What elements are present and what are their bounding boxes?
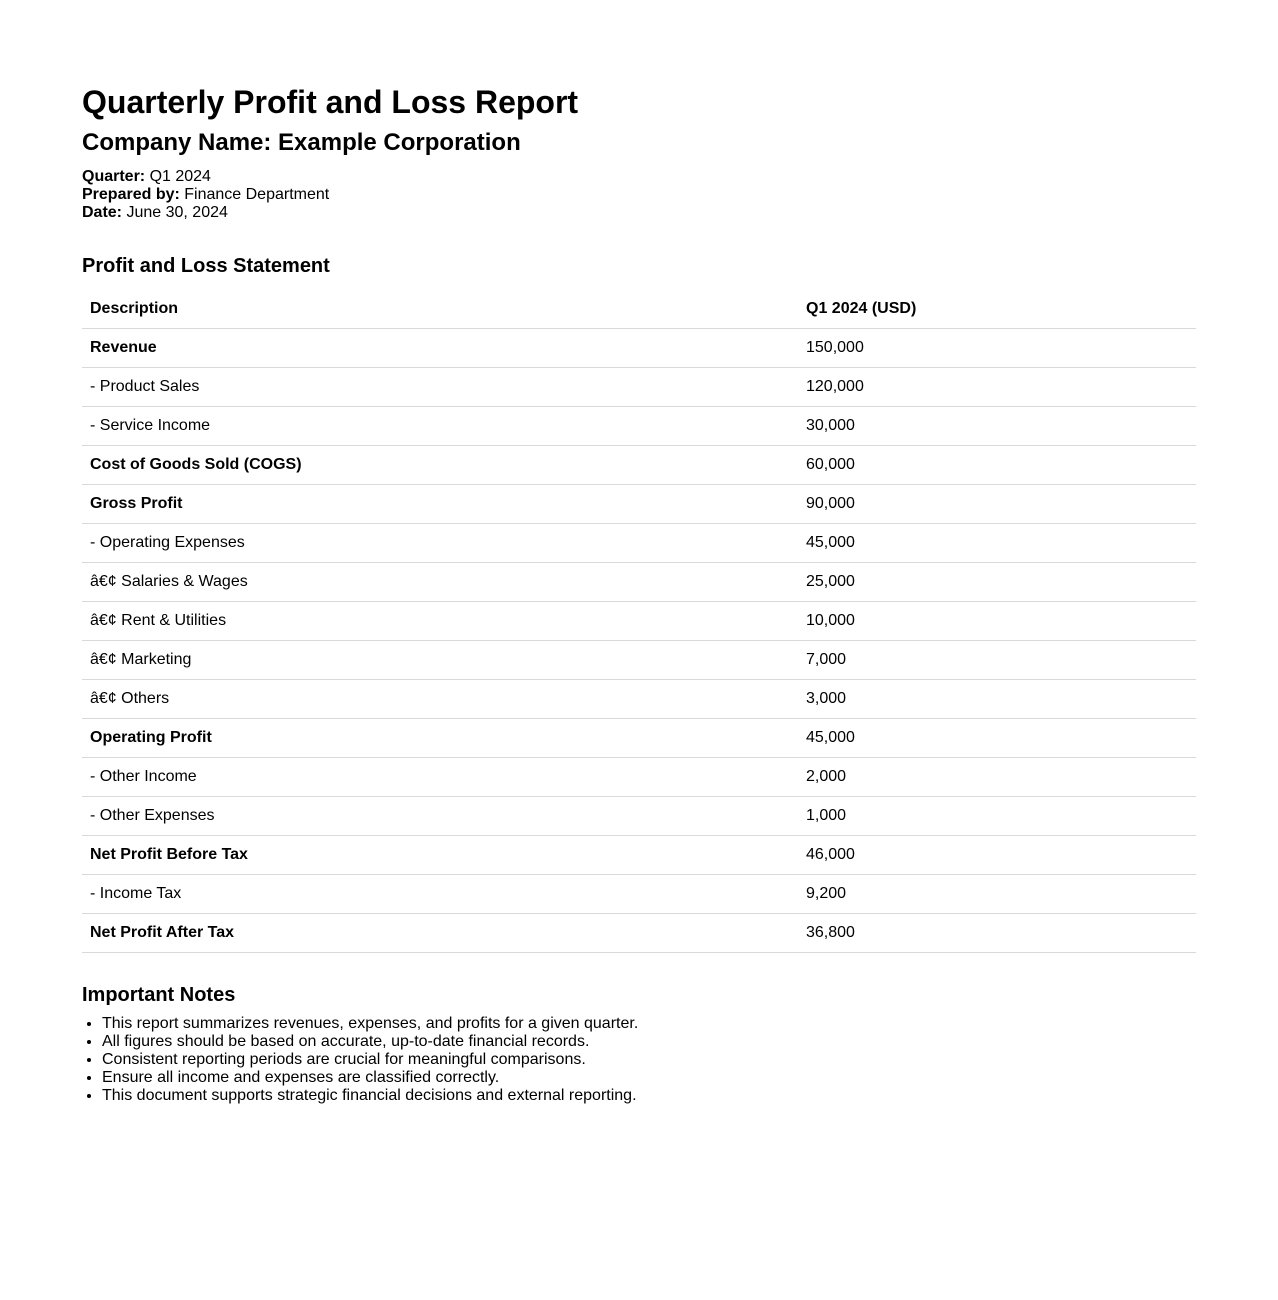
row-amount: 60,000 — [798, 446, 1196, 485]
note-item: • This document supports strategic financial decisions and external reporting. — [102, 1087, 1196, 1105]
row-description: Net Profit Before Tax — [82, 836, 798, 875]
row-amount: 3,000 — [798, 680, 1196, 719]
profit-loss-table — [82, 290, 1196, 953]
header-description: Description — [82, 290, 798, 329]
table-row — [82, 836, 1196, 875]
row-description: Cost of Goods Sold (COGS) — [82, 446, 798, 485]
row-amount: 9,200 — [798, 875, 1196, 914]
row-amount: 25,000 — [798, 563, 1196, 602]
notes-title: Important Notes — [82, 984, 236, 1006]
row-amount: 7,000 — [798, 641, 1196, 680]
meta-value: Q1 2024 — [145, 168, 211, 185]
row-amount: 30,000 — [798, 407, 1196, 446]
row-amount: 10,000 — [798, 602, 1196, 641]
table-header-row — [82, 290, 1196, 329]
table-row — [82, 407, 1196, 446]
company-name: Company Name: Example Corporation — [82, 129, 521, 156]
row-amount: 46,000 — [798, 836, 1196, 875]
row-description: â€¢ Salaries & Wages — [82, 563, 798, 602]
row-description: â€¢ Rent & Utilities — [82, 602, 798, 641]
report-title: Quarterly Profit and Loss Report — [82, 84, 579, 120]
table-body — [82, 329, 1196, 953]
table-row — [82, 680, 1196, 719]
row-description: â€¢ Others — [82, 680, 798, 719]
row-description: - Income Tax — [82, 875, 798, 914]
row-description: - Service Income — [82, 407, 798, 446]
table-row — [82, 758, 1196, 797]
meta-value: June 30, 2024 — [122, 204, 228, 221]
header-amount: Q1 2024 (USD) — [798, 290, 1196, 329]
meta-prepared-by — [82, 186, 1196, 204]
row-description: Revenue — [82, 329, 798, 368]
row-amount: 90,000 — [798, 485, 1196, 524]
row-description: Operating Profit — [82, 719, 798, 758]
row-amount: 2,000 — [798, 758, 1196, 797]
meta-value: Finance Department — [179, 186, 330, 203]
note-item: • All figures should be based on accurate, up-to-date financial records. — [102, 1033, 1196, 1051]
table-row — [82, 719, 1196, 758]
row-amount: 150,000 — [798, 329, 1196, 368]
row-amount: 1,000 — [798, 797, 1196, 836]
row-description: - Operating Expenses — [82, 524, 798, 563]
table-row — [82, 914, 1196, 953]
row-description: Net Profit After Tax — [82, 914, 798, 953]
table-row — [82, 563, 1196, 602]
note-item: • Consistent reporting periods are crucial for meaningful comparisons. — [102, 1051, 1196, 1069]
row-amount: 36,800 — [798, 914, 1196, 953]
statement-title: Profit and Loss Statement — [82, 255, 330, 277]
table-row — [82, 446, 1196, 485]
row-description: - Other Expenses — [82, 797, 798, 836]
meta-label: Quarter: — [82, 168, 146, 185]
row-description: â€¢ Marketing — [82, 641, 798, 680]
notes-list — [82, 1015, 1196, 1105]
table-row — [82, 602, 1196, 641]
meta-date — [82, 204, 1196, 222]
row-description: - Other Income — [82, 758, 798, 797]
table-row — [82, 485, 1196, 524]
table-row — [82, 524, 1196, 563]
table-row — [82, 329, 1196, 368]
row-description: - Product Sales — [82, 368, 798, 407]
note-item: • This report summarizes revenues, expenses, and profits for a given quarter. — [102, 1015, 1196, 1033]
table-row — [82, 797, 1196, 836]
meta-label: Prepared by: — [82, 186, 180, 203]
table-row — [82, 368, 1196, 407]
report-meta — [82, 168, 1196, 222]
row-amount: 45,000 — [798, 719, 1196, 758]
row-amount: 120,000 — [798, 368, 1196, 407]
table-row — [82, 641, 1196, 680]
table-row — [82, 875, 1196, 914]
row-amount: 45,000 — [798, 524, 1196, 563]
meta-label: Date: — [82, 204, 123, 221]
note-item: • Ensure all income and expenses are classified correctly. — [102, 1069, 1196, 1087]
meta-quarter — [82, 168, 1196, 186]
row-description: Gross Profit — [82, 485, 798, 524]
